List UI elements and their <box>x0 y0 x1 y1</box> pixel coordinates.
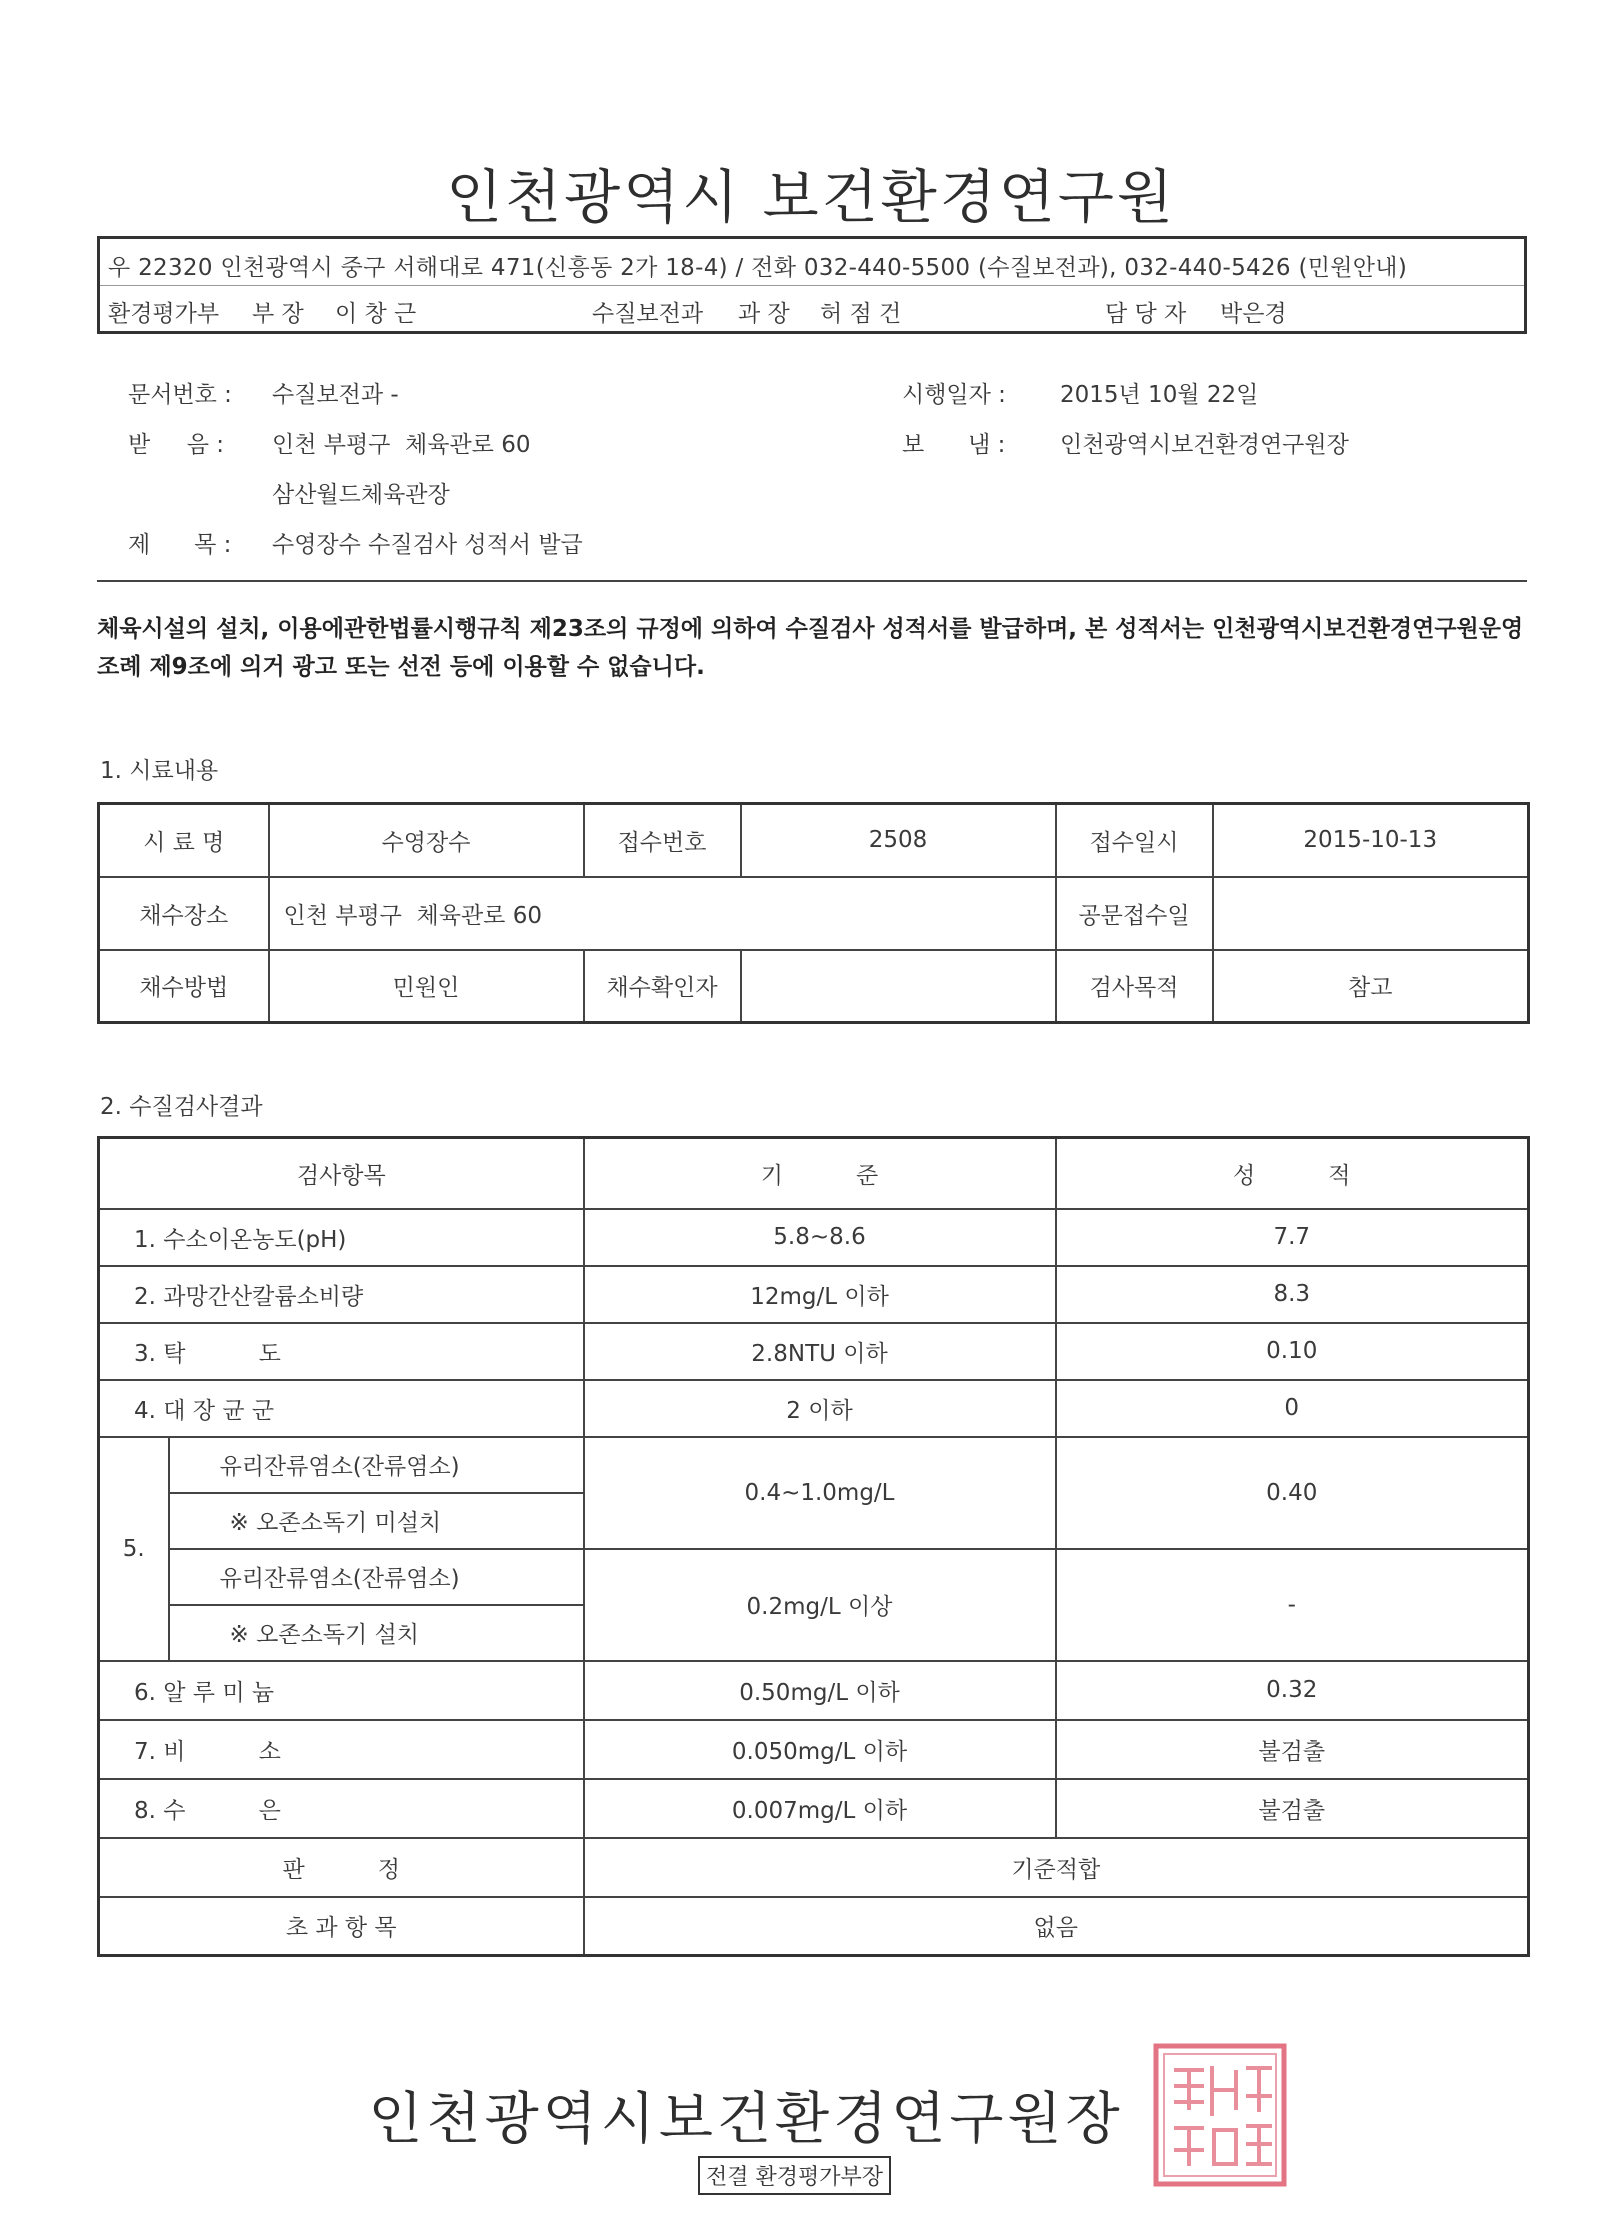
subject-value: 수영장수 수질검사 성적서 발급 <box>272 532 583 558</box>
judgement-value: 기준적합 <box>584 1838 1529 1897</box>
staff-title-1: 부 장 <box>252 301 304 327</box>
method-label: 채수방법 <box>99 950 269 1023</box>
location-label: 채수장소 <box>99 877 269 950</box>
result-value: 8.3 <box>1056 1266 1529 1323</box>
staff-name-1: 이 창 근 <box>335 301 417 327</box>
meta-divider <box>97 580 1527 582</box>
sample-info-table <box>97 802 1530 1024</box>
date-label: 시행일자 : <box>902 382 1006 408</box>
result-item: 8. 수 은 <box>99 1779 584 1838</box>
item5b-name: 유리잔류염소(잔류염소) <box>169 1549 584 1605</box>
section1-heading: 1. 시료내용 <box>100 758 219 784</box>
staff-dept-1: 환경평가부 <box>108 301 220 327</box>
doc-no-value: 수질보전과 - <box>272 382 399 408</box>
result-value: 7.7 <box>1056 1209 1529 1266</box>
result-standard: 0.007mg/L 이하 <box>584 1779 1056 1838</box>
result-standard: 0.050mg/L 이하 <box>584 1720 1056 1779</box>
item5a-standard: 0.4~1.0mg/L <box>584 1437 1056 1549</box>
exceed-value: 없음 <box>584 1897 1529 1956</box>
result-item: 3. 탁 도 <box>99 1323 584 1380</box>
official-date-label: 공문접수일 <box>1056 877 1213 950</box>
staff-dept-2: 수질보전과 <box>592 301 704 327</box>
exceed-label: 초 과 항 목 <box>99 1897 584 1956</box>
result-standard: 0.50mg/L 이하 <box>584 1661 1056 1720</box>
doc-no-label: 문서번호 : <box>128 382 232 408</box>
result-value: 0.10 <box>1056 1323 1529 1380</box>
subject-label: 제 목 : <box>128 532 232 558</box>
result-value: 0 <box>1056 1380 1529 1437</box>
location-value: 인천 부평구 체육관로 60 <box>269 877 1056 950</box>
result-value: 불검출 <box>1056 1720 1529 1779</box>
item5b-result: - <box>1056 1549 1529 1661</box>
col-result-header: 성 적 <box>1056 1138 1529 1209</box>
result-item: 1. 수소이온농도(pH) <box>99 1209 584 1266</box>
purpose-label: 검사목적 <box>1056 950 1213 1023</box>
result-standard: 12mg/L 이하 <box>584 1266 1056 1323</box>
date-value: 2015년 10월 22일 <box>1060 382 1259 408</box>
item5a-result: 0.40 <box>1056 1437 1529 1549</box>
confirmer-label: 채수확인자 <box>584 950 741 1023</box>
delegation-box: 전결 환경평가부장 <box>698 2156 891 2195</box>
sender-label: 보 냄 : <box>902 432 1006 458</box>
receipt-no-value: 2508 <box>741 804 1056 877</box>
item5-number: 5. <box>99 1437 169 1661</box>
sender-value: 인천광역시보건환경연구원장 <box>1060 432 1349 458</box>
recipient-value: 인천 부평구 체육관로 60 <box>272 432 531 458</box>
item5a-note: ※ 오존소독기 미설치 <box>169 1493 584 1549</box>
sample-name-label: 시 료 명 <box>99 804 269 877</box>
official-date-value <box>1213 877 1529 950</box>
header-divider <box>100 285 1524 286</box>
recipient-value-2: 삼산월드체육관장 <box>272 482 450 508</box>
col-standard-header: 기 준 <box>584 1138 1056 1209</box>
issuer-name: 인천광역시보건환경연구원장 <box>368 2087 1124 2152</box>
staff-name-2: 허 점 건 <box>820 301 902 327</box>
result-value: 0.32 <box>1056 1661 1529 1720</box>
document-title: 인천광역시 보건환경연구원 <box>446 163 1176 231</box>
result-value: 불검출 <box>1056 1779 1529 1838</box>
receipt-date-value: 2015-10-13 <box>1213 804 1529 877</box>
receipt-no-label: 접수번호 <box>584 804 741 877</box>
result-item: 2. 과망간산칼륨소비량 <box>99 1266 584 1323</box>
method-value: 민원인 <box>269 950 584 1023</box>
result-item: 7. 비 소 <box>99 1720 584 1779</box>
item5b-note: ※ 오존소독기 설치 <box>169 1605 584 1661</box>
item5b-standard: 0.2mg/L 이상 <box>584 1549 1056 1661</box>
confirmer-value <box>741 950 1056 1023</box>
address-line: 우 22320 인천광역시 중구 서해대로 471(신흥동 2가 18-4) / 전화 032-440-5500 (수질보전과), 032-440-5426 (민원안내) <box>108 255 1408 281</box>
result-standard: 5.8~8.6 <box>584 1209 1056 1266</box>
item5a-name: 유리잔류염소(잔류염소) <box>169 1437 584 1493</box>
col-item-header: 검사항목 <box>99 1138 584 1209</box>
staff-title-2: 과 장 <box>738 301 790 327</box>
staff-title-3: 담 당 자 <box>1105 301 1187 327</box>
staff-name-3: 박은경 <box>1220 301 1287 327</box>
sample-name-value: 수영장수 <box>269 804 584 877</box>
receipt-date-label: 접수일시 <box>1056 804 1213 877</box>
section2-heading: 2. 수질검사결과 <box>100 1094 263 1120</box>
results-table <box>97 1136 1530 1957</box>
judgement-label: 판 정 <box>99 1838 584 1897</box>
recipient-label: 받 음 : <box>128 432 225 458</box>
purpose-value: 참고 <box>1213 950 1529 1023</box>
official-seal <box>1150 2040 1290 2190</box>
result-standard: 2 이하 <box>584 1380 1056 1437</box>
result-item: 6. 알 루 미 늄 <box>99 1661 584 1720</box>
header-box <box>97 236 1527 334</box>
legal-notice: 체육시설의 설치, 이용에관한법률시행규칙 제23조의 규정에 의하여 수질검사 성적서를 발급하며, 본 성적서는 인천광역시보건환경연구원운영조례 제9조에 의거 광고 또는 선전 등에 이용할 수 없습니다. <box>97 616 1524 680</box>
result-item: 4. 대 장 균 군 <box>99 1380 584 1437</box>
result-standard: 2.8NTU 이하 <box>584 1323 1056 1380</box>
